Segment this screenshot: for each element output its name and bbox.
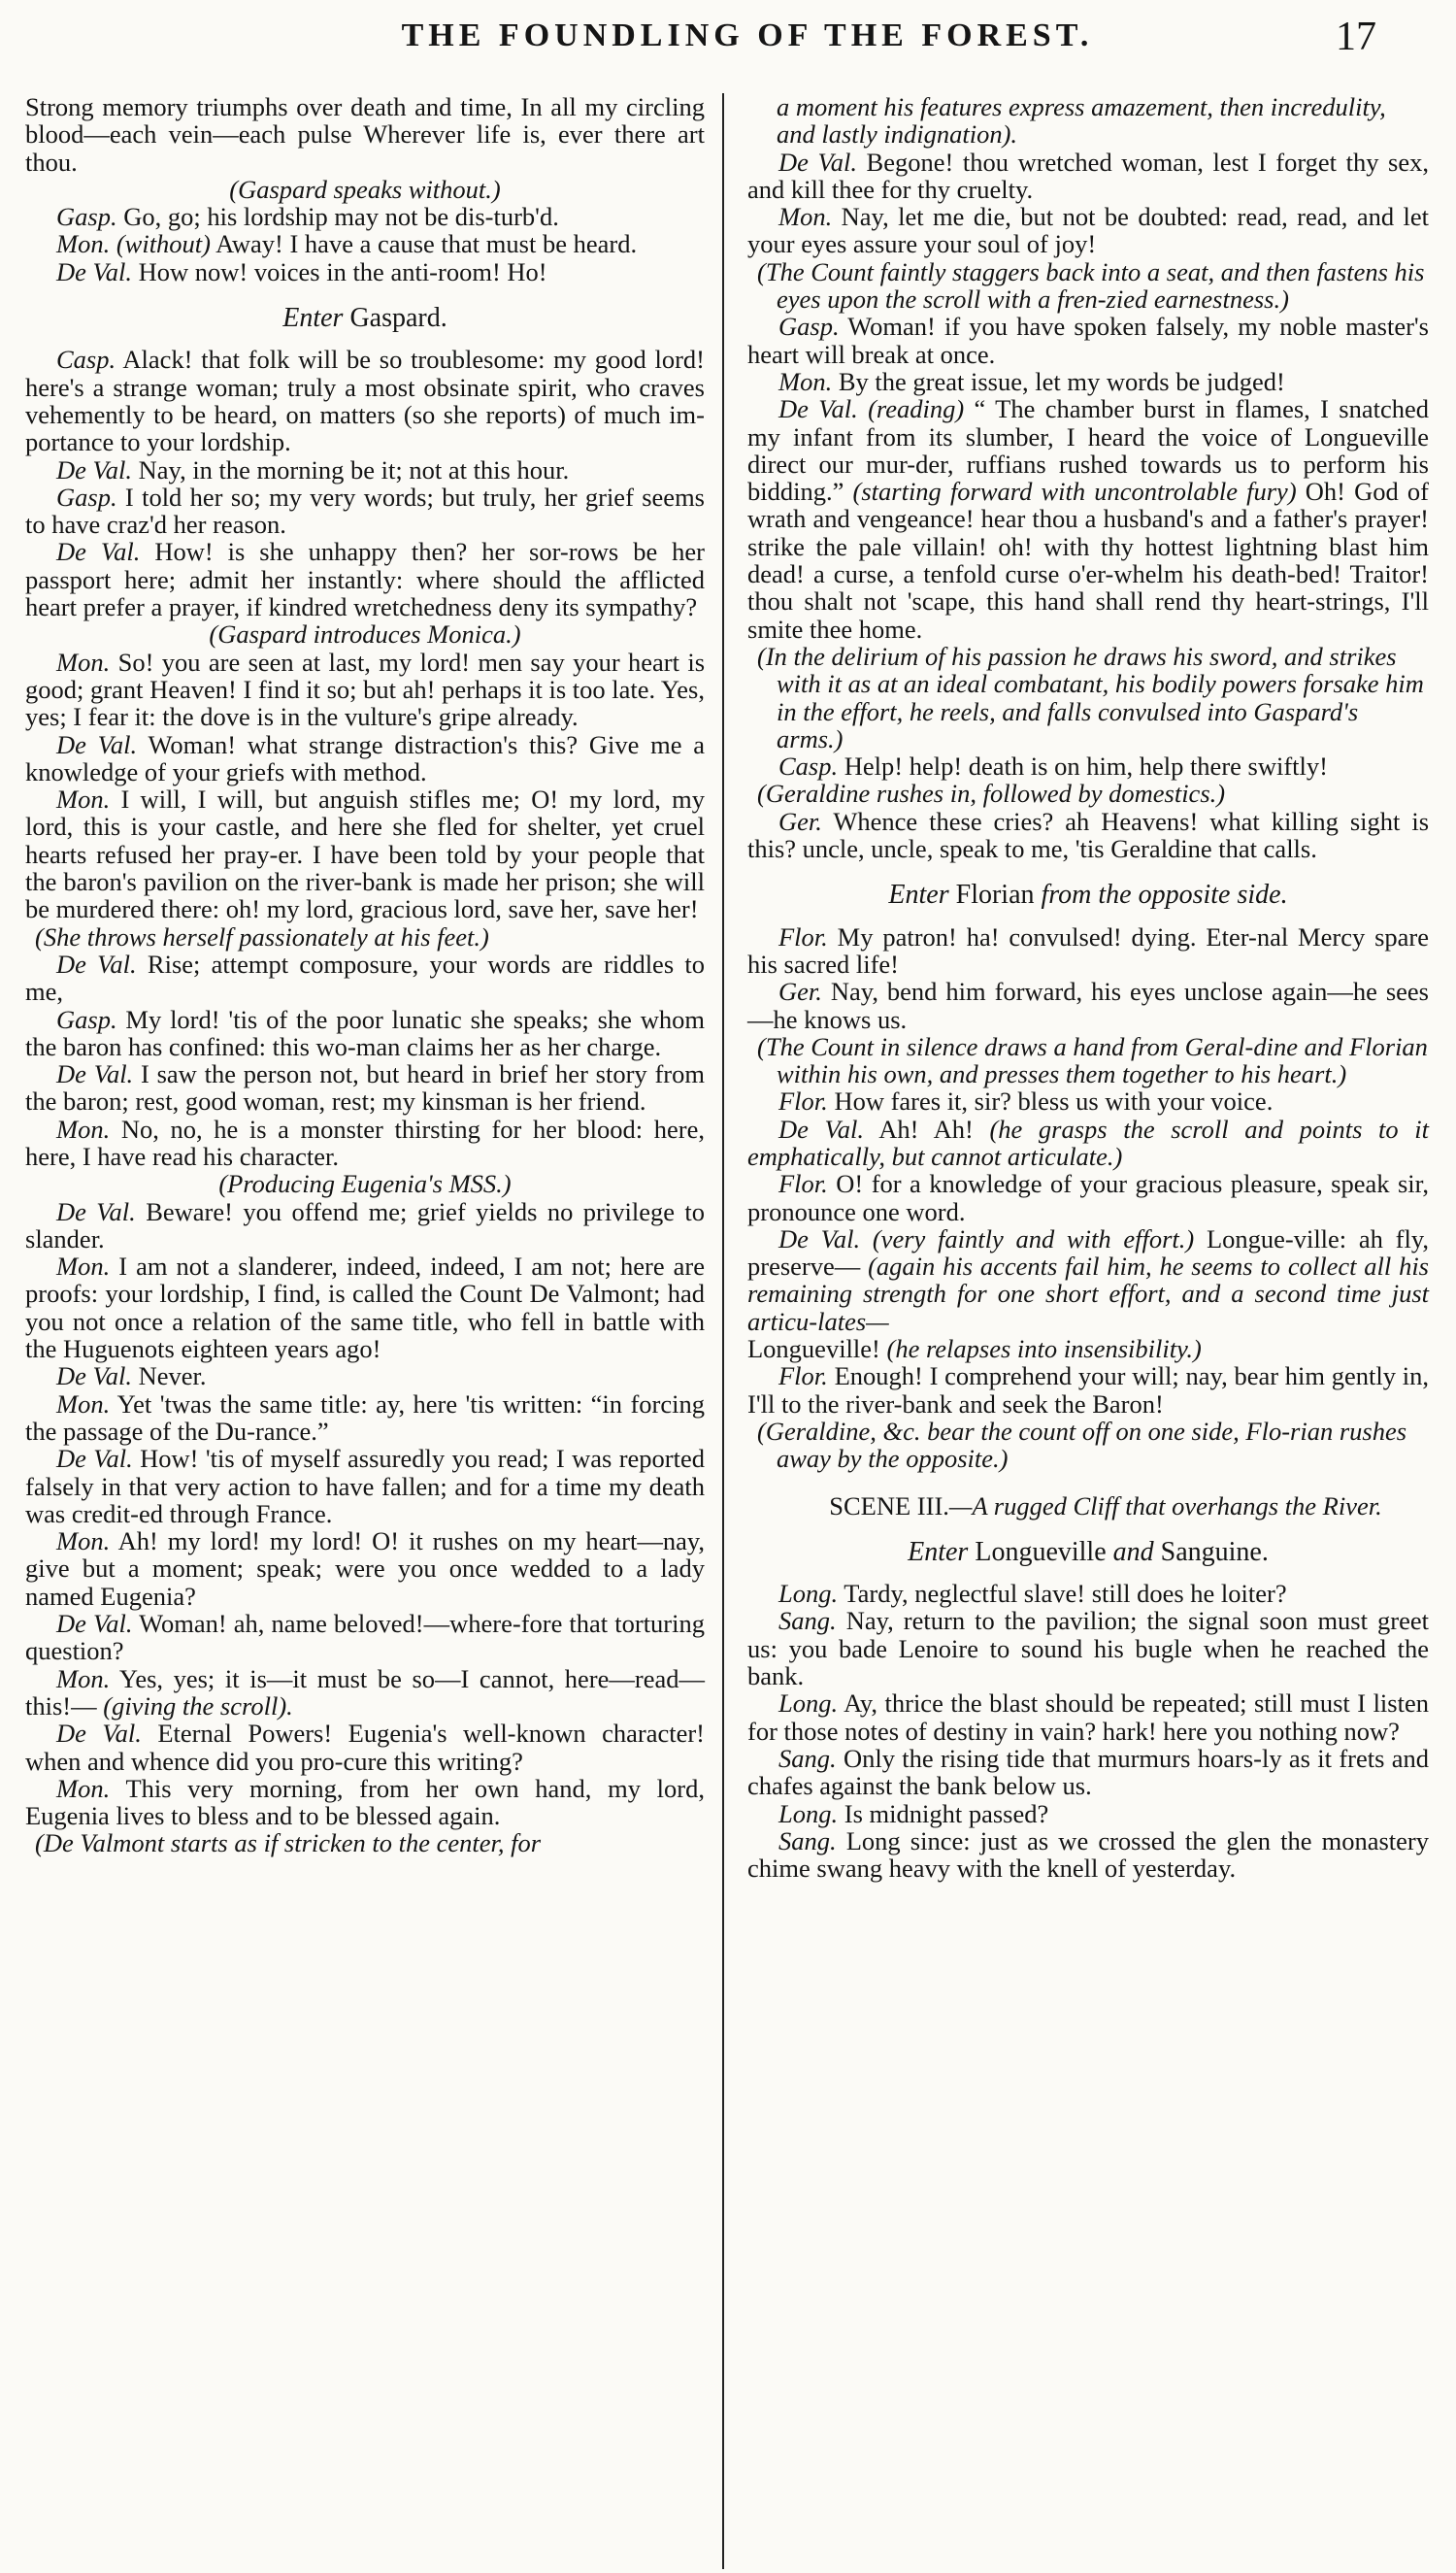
speaker-name: De Val. [778, 1223, 861, 1253]
speech-text: Nay, in the morning be it; not at this hour. [138, 454, 570, 485]
speaker-name: Long. [778, 1688, 839, 1719]
page-header [0, 14, 1456, 72]
entrance-word: from the opposite side. [1041, 880, 1288, 911]
direction-text: (Gaspard introduces Monica.) [209, 619, 521, 650]
speech-text: Ah! my lord! my lord! O! it rushes on my heart—nay, give but a moment; speak; were you once wedded to a lady named Eugenia? [25, 1526, 705, 1611]
left-column [25, 93, 705, 1857]
speaker-name: De Val. [778, 1114, 865, 1144]
speech [747, 1607, 1429, 1689]
speech-text: Nay, let me die, but not be doubted: read, read, and let your eyes assure your soul of joy! [747, 202, 1429, 259]
speaker-name: De Val. [56, 729, 138, 759]
inline-direction: (giving the scroll). [103, 1690, 293, 1721]
speech [25, 1198, 705, 1253]
speaker-name: De Val. [56, 537, 141, 567]
inline-direction: (starting forward with uncontrolable fury) [852, 477, 1297, 507]
speaker-name: De Val. [56, 1719, 142, 1749]
speech-text: Woman! if you have spoken falsely, my noble master's heart will break at once. [747, 312, 1429, 369]
speech [747, 923, 1429, 979]
speech [25, 785, 705, 922]
speech [25, 230, 705, 257]
speaker-name: Mon. [56, 1114, 111, 1144]
speech-text: Oh! God of wrath and vengeance! hear thou a husband's and a father's prayer! strike the pale villain! oh! with thy hottest lightning blast him dead! a curse, a tenfold curse o'er-whelm his death-bed! Traitor! thou shalt not 'scape, this hand shall rend thy heart-strings, I'll smite thee home. [747, 477, 1429, 644]
speaker-name: Mon. [56, 785, 111, 815]
speech-text: Ah! Ah! [878, 1114, 974, 1144]
speaker-name: De Val. [56, 1361, 133, 1391]
speech-text: Never. [138, 1361, 207, 1391]
speech [25, 1253, 705, 1362]
speech-text: Go, go; his lordship may not be dis-turb'd. [123, 202, 559, 232]
speaker-name: Mon. [56, 1526, 111, 1556]
speech [25, 1665, 705, 1721]
speech-text: I will, I will, but anguish stifles me; O! my lord, my lord, this is your castle, and here she fled for shelter, yet cruel hearts refused her pray-er. I have been told by your people that the baron's pavilion on the river-bank is made her prison; she will be murdered there: oh! my lord, gracious lord, save her, save her! [25, 785, 706, 924]
inline-direction: (he relapses into insensibility.) [886, 1334, 1202, 1364]
speech [747, 1800, 1429, 1827]
speech-text: How now! voices in the anti-room! Ho! [138, 256, 547, 286]
entrance-word: and [1112, 1536, 1154, 1567]
direction-text: (In the delirium of his passion he draws his sword, and strikes with it as at an ideal combatant, his bodily powers forsake him in the effort, he reels, and falls convulsed into Gaspard's arms.) [757, 641, 1424, 753]
speech [747, 978, 1429, 1033]
speech [747, 1087, 1429, 1115]
speech-text: Yes, yes; it is—it must be so—I cannot, here—read—this!— [25, 1663, 705, 1721]
stage-direction [747, 643, 1429, 752]
inline-direction: (again his accents fail him, he seems to collect all his remaining strength for one short effort, and a second time just articu-lates— [747, 1252, 1429, 1336]
speech [747, 203, 1429, 258]
stage-direction [747, 1418, 1429, 1473]
speaker-name: De Val. [56, 1059, 134, 1089]
speech [747, 149, 1429, 204]
speech-text: Ay, thrice the blast should be repeated; still must I listen for those notes of destiny in vain? hark! here you nothing now? [747, 1688, 1429, 1746]
column-divider [722, 93, 724, 2569]
speech-text: My lord! 'tis of the poor lunatic she speaks; she whom the baron has confined: this wo-man claims her as her charge. [25, 1004, 706, 1061]
speech-text: Enough! I comprehend your will; nay, bear him gently in, I'll to the river-bank and seek the Baron! [747, 1361, 1429, 1419]
text: Strong memory triumphs over death and time, In all my circling blood—each vein—each pulse Wherever life is, ever there art thou. [25, 92, 705, 177]
speech [747, 808, 1429, 863]
stage-direction [25, 176, 705, 203]
speech-text: Beware! you offend me; grief yields no privilege to slander. [25, 1196, 705, 1253]
speech [25, 1006, 705, 1061]
running-title: THE FOUNDLING OF THE FOREST. [401, 17, 1094, 53]
stage-direction [25, 1170, 705, 1197]
speech-text: O! for a knowledge of your gracious pleasure, speak sir, pronounce one word. [747, 1169, 1430, 1226]
stage-direction [747, 780, 1429, 807]
speaker-name: Sang. [778, 1606, 837, 1636]
direction-text: a moment his features express amazement, then incredulity, and lastly indignation). [777, 92, 1386, 150]
entrance-word: Enter [282, 303, 344, 334]
speech [747, 1580, 1429, 1607]
text: Longueville! [747, 1334, 880, 1364]
speech-text: Long since: just as we crossed the glen the monastery chime swang heavy with the knell of yesterday. [747, 1825, 1430, 1884]
speech-text: I am not a slanderer, indeed, indeed, I am not; here are proofs: your lordship, I find, is called the Count De Valmont; had you not once a relation of the same title, who fell in battle with the Huguenots eighteen years ago! [25, 1252, 706, 1364]
speech-text: Woman! what strange distraction's this? Give me a knowledge of your griefs with method. [25, 729, 705, 786]
speech-text: How! 'tis of myself assuredly you read; I was reported falsely in that very action to have fallen; and for a time my death was credit-ed through France. [25, 1444, 705, 1528]
inline-direction: (very faintly and with effort.) [872, 1223, 1195, 1253]
speech-text: My patron! ha! convulsed! dying. Eter-nal Mercy spare his sacred life! [747, 921, 1429, 979]
direction-text: (She throws herself passionately at his feet.) [35, 921, 489, 952]
speech-text: Woman! ah, name beloved!—where-fore that torturing question? [25, 1609, 705, 1666]
speaker-name: Flor. [778, 1086, 828, 1117]
speech-text: Is midnight passed? [844, 1798, 1049, 1828]
speech [25, 649, 705, 731]
speech-text: Begone! thou wretched woman, lest I forget thy sex, and kill thee for thy cruelty. [747, 147, 1430, 204]
speaker-name: Flor. [778, 921, 828, 952]
speech [747, 1689, 1429, 1745]
speech [25, 1390, 705, 1446]
speaker-name: De Val. [56, 1196, 136, 1226]
speaker-name: Casp. [778, 752, 839, 782]
speaker-name: Mon. [56, 1252, 111, 1282]
speaker-name: Gasp. [56, 202, 117, 232]
inline-direction: (he grasps the scroll and points to it emphatically, but cannot articulate.) [747, 1114, 1430, 1171]
speech-text: Tardy, neglectful slave! still does he loiter? [844, 1579, 1287, 1609]
speech-text: Nay, bend him forward, his eyes unclose again—he sees—he knows us. [747, 977, 1429, 1034]
speech-text: Away! I have a cause that must be heard. [215, 229, 638, 259]
direction-text: (The Count in silence draws a hand from Geral-dine and Florian within his own, and presses them together to his heart.) [757, 1031, 1428, 1089]
speech-text: So! you are seen at last, my lord! men say your heart is good; grant Heaven! I find it so; but ah! perhaps it is too late. Yes, yes; I fear it: the dove is in the vulture's gripe already. [25, 647, 706, 732]
direction-text: (Geraldine rushes in, followed by domestics.) [757, 779, 1226, 809]
speech-text: This very morning, from her own hand, my lord, Eugenia lives to bless and to be blessed again. [25, 1773, 705, 1831]
speech [747, 1225, 1429, 1335]
direction-text: (De Valmont starts as if stricken to the center, for [35, 1828, 542, 1858]
speaker-name: De Val. [778, 147, 857, 177]
speech [25, 1775, 705, 1830]
entrance [747, 1536, 1429, 1567]
speech [25, 951, 705, 1006]
direction-text: (Producing Eugenia's MSS.) [218, 1169, 512, 1199]
speech [747, 368, 1429, 395]
speech [747, 1745, 1429, 1800]
speaker-name: Gasp. [56, 482, 117, 512]
speech-text: Yet 'twas the same title: ay, here 'tis written: “in forcing the passage of the Du-rance.” [25, 1388, 705, 1446]
entrance-word: Enter [908, 1536, 969, 1567]
speech-text: Help! help! death is on him, help there swiftly! [844, 752, 1328, 782]
speech [747, 752, 1429, 780]
speech-text: No, no, he is a monster thirsting for her blood: here, here, I have read his character. [25, 1114, 706, 1171]
speaker-name: Mon. [56, 229, 111, 259]
speech [25, 1362, 705, 1389]
speech-text: By the great issue, let my words be judged! [838, 366, 1285, 396]
entrance [25, 305, 705, 332]
speaker-name: Sang. [778, 1825, 837, 1855]
speech [25, 258, 705, 285]
stage-direction [25, 620, 705, 648]
speech [25, 456, 705, 484]
speech [25, 1060, 705, 1116]
verse-line [747, 1335, 1429, 1362]
inline-direction: (without) [116, 229, 211, 259]
speech [25, 731, 705, 786]
scene-heading [747, 1492, 1429, 1520]
speech-text: Eternal Powers! Eugenia's well-known character! when and whence did you pro-cure this writing? [25, 1719, 706, 1776]
direction-text: (The Count faintly staggers back into a seat, and then fastens his eyes upon the scroll with a fren-zied earnestness.) [757, 256, 1425, 315]
character-name: Florian [955, 880, 1035, 911]
speaker-name: Mon. [56, 647, 111, 677]
direction-text: (Gaspard speaks without.) [229, 174, 501, 204]
stage-direction [747, 258, 1429, 314]
speaker-name: Casp. [56, 345, 116, 375]
speech [747, 1827, 1429, 1883]
speech [25, 346, 705, 455]
speaker-name: De Val. [56, 454, 133, 485]
inline-direction: (reading) [868, 394, 965, 424]
speech [25, 538, 705, 620]
speech [25, 1116, 705, 1171]
speech [25, 1720, 705, 1775]
speech [25, 1610, 705, 1665]
speaker-name: Mon. [778, 366, 833, 396]
speech-text: Rise; attempt composure, your words are riddles to me, [25, 949, 706, 1007]
speech [747, 1116, 1429, 1171]
scene-setting: —A rugged Cliff that overhangs the River. [948, 1490, 1382, 1520]
speaker-name: Ger. [778, 806, 822, 836]
direction-text: (Geraldine, &c. bear the count off on one side, Flo-rian rushes away by the opposite.) [757, 1416, 1407, 1474]
speech [747, 1362, 1429, 1418]
character-name: Gaspard. [349, 303, 447, 334]
speech-text: Whence these cries? ah Heavens! what killing sight is this? uncle, uncle, speak to me, 'tis Geraldine that calls. [747, 806, 1430, 864]
speech-text: Only the rising tide that murmurs hoars-ly as it frets and chafes against the bank below us. [747, 1743, 1430, 1801]
speaker-name: De Val. [56, 949, 137, 979]
speech [747, 1170, 1429, 1225]
speech-text: How fares it, sir? bless us with your voice. [834, 1086, 1274, 1117]
speech [747, 313, 1429, 368]
page-number: 17 [1336, 15, 1376, 59]
speech [25, 1527, 705, 1610]
speaker-name: De Val. [56, 256, 133, 286]
speech-text: Alack! that folk will be so troublesome: my good lord! here's a strange woman; truly a most obsinate spirit, who craves vehemently to be heard, on matters (so she reports) of much im-portance to your lordship. [25, 345, 705, 457]
speech [25, 484, 705, 539]
speaker-name: Mon. [56, 1663, 111, 1693]
speech-text: “ The chamber burst in flames, I snatched my infant from its slumber, I heard the voice of Longueville direct our mur-der, ruffians rushed towards us to perform his bidding.” [747, 394, 1430, 507]
speaker-name: De Val. [778, 394, 858, 424]
speech-text: I told her so; my very words; but truly, her grief seems to have craz'd her reason. [25, 482, 705, 540]
speech [25, 1445, 705, 1527]
right-column [747, 93, 1429, 1882]
character-name: Longueville [975, 1536, 1107, 1567]
entrance-word: Enter [888, 880, 949, 911]
speech-text: I saw the person not, but heard in brief her story from the baron; rest, good woman, rest; my kinsman is her friend. [25, 1059, 705, 1117]
speaker-name: Flor. [778, 1169, 828, 1199]
speaker-name: Mon. [56, 1388, 111, 1419]
stage-direction [747, 1033, 1429, 1088]
scene-label: SCENE III. [829, 1490, 949, 1520]
speaker-name: Mon. [56, 1773, 111, 1803]
speaker-name: Mon. [778, 202, 833, 232]
speaker-name: Flor. [778, 1361, 828, 1391]
verse-line [25, 93, 705, 176]
speaker-name: De Val. [56, 1444, 133, 1474]
speech [25, 203, 705, 230]
speech-text: Nay, return to the pavilion; the signal soon must greet us: you bade Lenoire to sound his bugle when he reached the bank. [747, 1606, 1429, 1691]
speech-text: Longue-ville: ah fly, preserve— [747, 1223, 1429, 1282]
entrance [747, 882, 1429, 909]
stage-direction [747, 93, 1429, 149]
speaker-name: Gasp. [778, 312, 840, 342]
speaker-name: De Val. [56, 1609, 133, 1639]
speaker-name: Gasp. [56, 1004, 117, 1034]
stage-direction [25, 1829, 705, 1856]
speaker-name: Sang. [778, 1743, 837, 1773]
character-name: Sanguine. [1160, 1536, 1269, 1567]
speaker-name: Long. [778, 1579, 839, 1609]
stage-direction [25, 923, 705, 951]
speaker-name: Long. [778, 1798, 839, 1828]
speech-text: How! is she unhappy then? her sor-rows be her passport here; admit her instantly: where should the afflicted heart prefer a prayer, if kindred wretchedness deny its sympathy? [25, 537, 706, 622]
speech [747, 395, 1429, 643]
speaker-name: Ger. [778, 977, 822, 1007]
